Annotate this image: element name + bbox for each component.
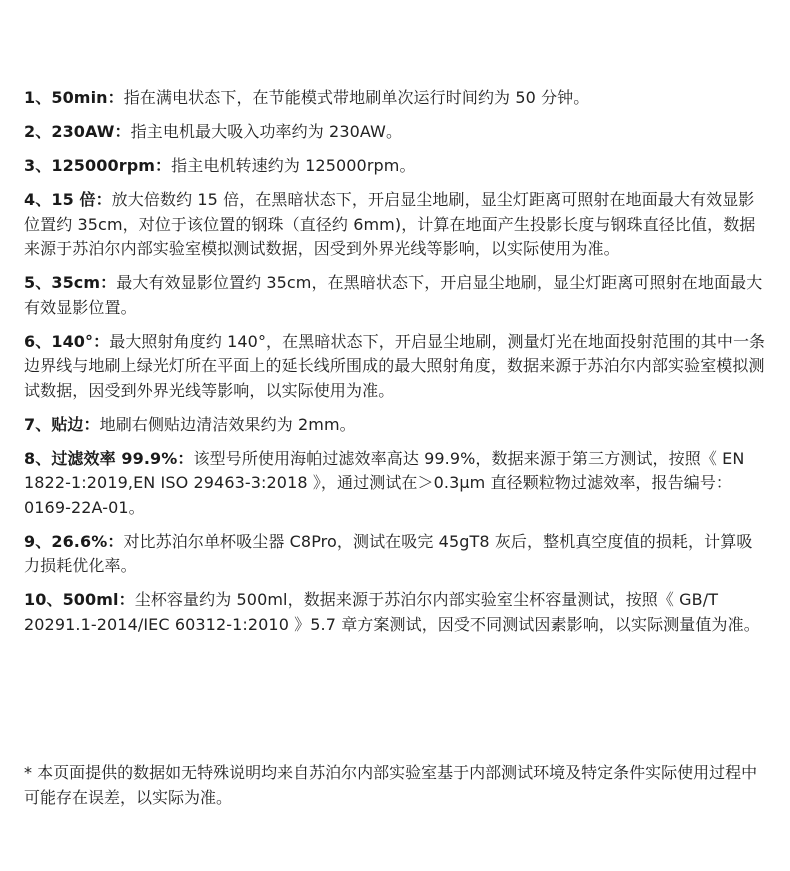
spec-note-lead: 2、230AW： (24, 122, 131, 141)
spec-note-5 (24, 271, 768, 320)
spec-note-text: 指主电机最大吸入功率约为 230AW。 (130, 122, 403, 141)
disclaimer-footnote: * 本页面提供的数据如无特殊说明均来自苏泊尔内部实验室基于内部测试环境及特定条件实际使用过程中可能存在误差，以实际为准。 (24, 763, 758, 807)
spec-note-lead: 9、26.6%： (24, 531, 124, 551)
spec-note-lead: 5、35cm： (24, 273, 117, 292)
spec-note-lead: 6、140°： (24, 331, 110, 351)
spec-note-lead: 1、50min： (24, 88, 124, 107)
spec-note-2 (24, 120, 768, 145)
spec-note-text: 对比苏泊尔单杯吸尘器 C8Pro，测试在吸完 45gT8 灰后，整机真空度值的损耗，计算吸力损耗优化率。 (24, 531, 753, 575)
spec-note-text: 放大倍数约 15 倍，在黑暗状态下，开启显尘地刷，显尘灯距离可照射在地面最大有效显影位置约 35cm，对位于该位置的钢珠（直径约 6mm)，计算在地面产生投影长度与钢珠直径比值，数据来源于苏泊尔内部实验室模拟测试数据，因受到外界光线等影响，以实际使用为准。 (24, 190, 756, 258)
spec-note-lead: 3、125000rpm： (24, 156, 172, 175)
spec-note-8 (24, 447, 768, 521)
spec-note-10 (24, 588, 768, 637)
spec-note-lead: 4、15 倍： (24, 190, 112, 209)
spec-note-9 (24, 530, 768, 579)
spec-note-text: 该型号所使用海帕过滤效率高达 99.9%，数据来源于第三方测试，按照《 EN 1822-1:2019,EN ISO 29463-3:2018 》，通过测试在＞0.3μm 直径颗粒物过滤效率，报告编号：0169-22A-01。 (24, 448, 745, 517)
spec-note-4 (24, 188, 768, 262)
spec-note-lead: 10、500ml： (24, 590, 135, 609)
spec-note-1 (24, 86, 768, 111)
spec-note-lead: 8、过滤效率 99.9%： (24, 448, 194, 468)
spec-note-text: 尘杯容量约为 500ml，数据来源于苏泊尔内部实验室尘杯容量测试，按照《 GB/T 20291.1-2014/IEC 60312-1:2010 》5.7 章方案测试，因受不同测试因素影响，以实际测量值为准。 (24, 590, 760, 634)
spec-notes-list (24, 86, 768, 647)
spec-note-text: 指主电机转速约为 125000rpm。 (171, 156, 416, 175)
spec-note-6 (24, 330, 768, 404)
spec-note-text: 指在满电状态下，在节能模式带地刷单次运行时间约为 50 分钟。 (123, 88, 590, 107)
spec-note-3 (24, 154, 768, 179)
spec-note-text: 最大照射角度约 140°，在黑暗状态下，开启显尘地刷，测量灯光在地面投射范围的其中一条边界线与地刷上绿光灯所在平面上的延长线所围成的最大照射角度，数据来源于苏泊尔内部实验室模拟测试数据，因受到外界光线等影响，以实际使用为准。 (24, 331, 766, 400)
spec-note-text: 地刷右侧贴边清洁效果约为 2mm。 (99, 414, 356, 434)
spec-note-7 (24, 413, 768, 438)
spec-note-text: 最大有效显影位置约 35cm，在黑暗状态下，开启显尘地刷，显尘灯距离可照射在地面最大有效显影位置。 (24, 273, 763, 317)
spec-note-lead: 7、贴边： (24, 414, 100, 434)
